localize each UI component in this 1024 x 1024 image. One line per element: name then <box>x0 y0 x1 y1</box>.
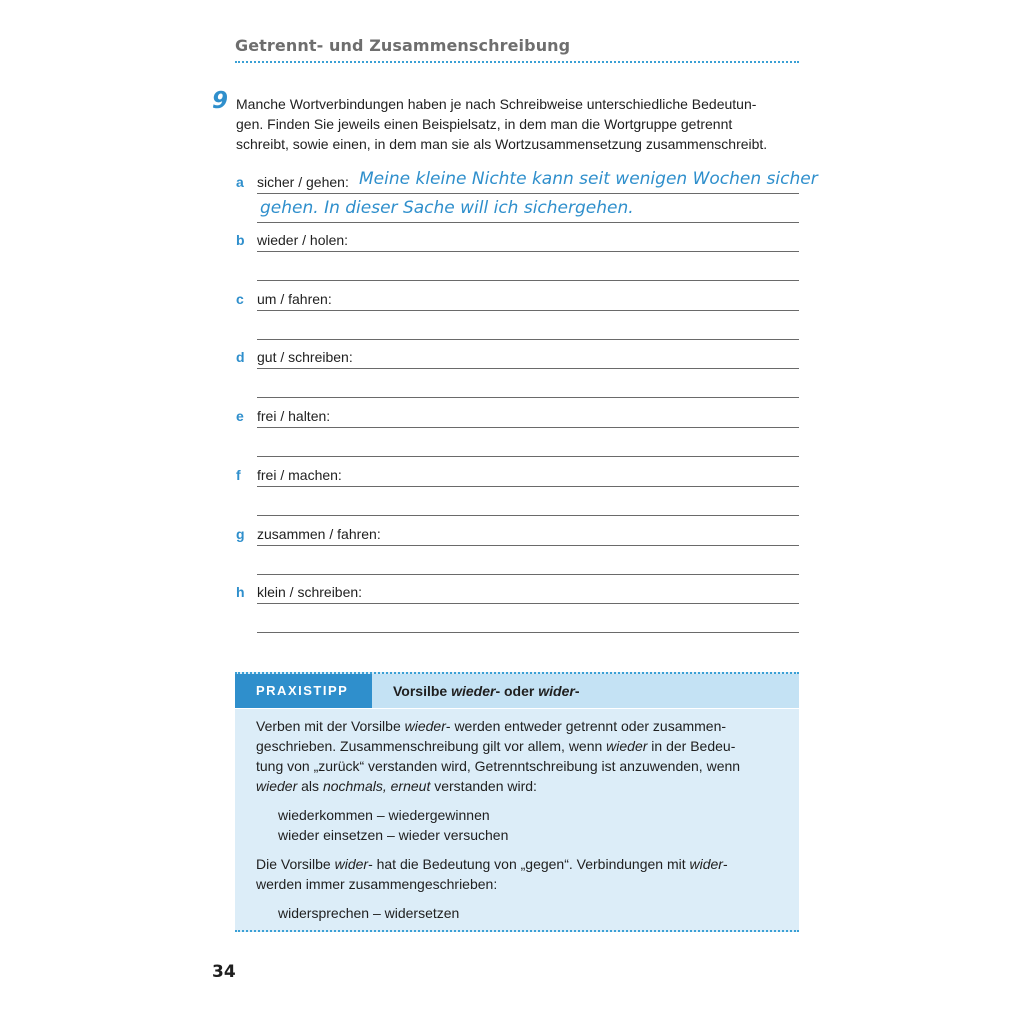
item-letter: d <box>236 349 245 365</box>
tip-body <box>256 716 786 923</box>
answer-line[interactable] <box>257 486 799 487</box>
exercise-item-g <box>236 523 799 583</box>
item-letter: h <box>236 584 245 600</box>
answer-line[interactable] <box>257 280 799 281</box>
tip-header <box>235 674 799 709</box>
item-prompt: wieder / holen: <box>257 232 352 248</box>
exercise-item-c <box>236 288 799 348</box>
answer-line[interactable] <box>257 222 799 223</box>
item-prompt: zusammen / fahren: <box>257 526 385 542</box>
instruction-line: Manche Wortverbindungen haben je nach Schreibweise unterschiedliche Bedeutun- <box>236 96 757 112</box>
item-letter: c <box>236 291 244 307</box>
exercise-item-d <box>236 346 799 406</box>
item-prompt: gut / schreiben: <box>257 349 357 365</box>
item-letter: a <box>236 174 244 190</box>
item-prompt: frei / halten: <box>257 408 334 424</box>
item-prompt: klein / schreiben: <box>257 584 366 600</box>
section-title: Getrennt- und Zusammenschreibung <box>235 36 571 55</box>
tip-text-line: wieder als nochmals, erneut verstanden wird: <box>256 778 537 794</box>
item-prompt: um / fahren: <box>257 291 336 307</box>
tip-example: widersprechen – widersetzen <box>278 905 460 921</box>
task-number: 9 <box>212 88 229 114</box>
item-prompt: sicher / gehen: <box>257 174 353 190</box>
exercise-item-b <box>236 229 799 289</box>
tip-text-line: tung von „zurück“ verstanden wird, Getrenntschreibung ist anzuwenden, wenn <box>256 758 741 774</box>
tip-label: PRAXISTIPP <box>235 674 372 708</box>
page-number: 34 <box>212 962 236 982</box>
task-instruction <box>236 94 796 154</box>
exercise-item-e <box>236 405 799 465</box>
answer-line[interactable] <box>257 251 799 252</box>
tip-text-line: Die Vorsilbe wider- hat die Bedeutung von „gegen“. Verbindungen mit wider- <box>256 856 728 872</box>
exercise-item-a <box>236 169 818 231</box>
answer-line[interactable] <box>257 456 799 457</box>
tip-text-line: geschrieben. Zusammenschreibung gilt vor allem, wenn wieder in der Bedeu- <box>256 738 736 754</box>
instruction-line: gen. Finden Sie jeweils einen Beispielsatz, in dem man die Wortgruppe getrennt <box>236 116 733 132</box>
tip-text-line: werden immer zusammengeschrieben: <box>256 876 498 892</box>
handwritten-answer: Meine kleine Nichte kann seit wenigen Wochen sicher <box>359 169 818 189</box>
tip-box <box>235 672 799 932</box>
answer-line[interactable] <box>257 427 799 428</box>
exercise-item-h <box>236 581 799 641</box>
answer-line[interactable] <box>257 193 799 194</box>
answer-line[interactable] <box>257 310 799 311</box>
answer-line[interactable] <box>257 397 799 398</box>
answer-line[interactable] <box>257 339 799 340</box>
item-letter: g <box>236 526 245 542</box>
instruction-line: schreibt, sowie einen, in dem man sie als Wortzusammensetzung zusammenschreibt. <box>236 136 768 152</box>
answer-line[interactable] <box>257 368 799 369</box>
item-prompt: frei / machen: <box>257 467 346 483</box>
exercise-item-f <box>236 464 799 524</box>
answer-line[interactable] <box>257 632 799 633</box>
item-letter: e <box>236 408 244 424</box>
item-letter: b <box>236 232 245 248</box>
answer-line[interactable] <box>257 515 799 516</box>
answer-line[interactable] <box>257 545 799 546</box>
tip-text-line: Verben mit der Vorsilbe wieder- werden entweder getrennt oder zusammen- <box>256 718 727 734</box>
answer-line[interactable] <box>257 603 799 604</box>
tip-title: Vorsilbe wieder- oder wider- <box>393 683 580 699</box>
item-letter: f <box>236 467 241 483</box>
answer-line[interactable] <box>257 574 799 575</box>
section-header <box>235 34 799 63</box>
tip-example: wiederkommen – wiedergewinnen <box>278 807 490 823</box>
handwritten-answer: gehen. In dieser Sache will ich sichergehen. <box>260 198 634 218</box>
tip-example: wieder einsetzen – wieder versuchen <box>278 827 509 843</box>
